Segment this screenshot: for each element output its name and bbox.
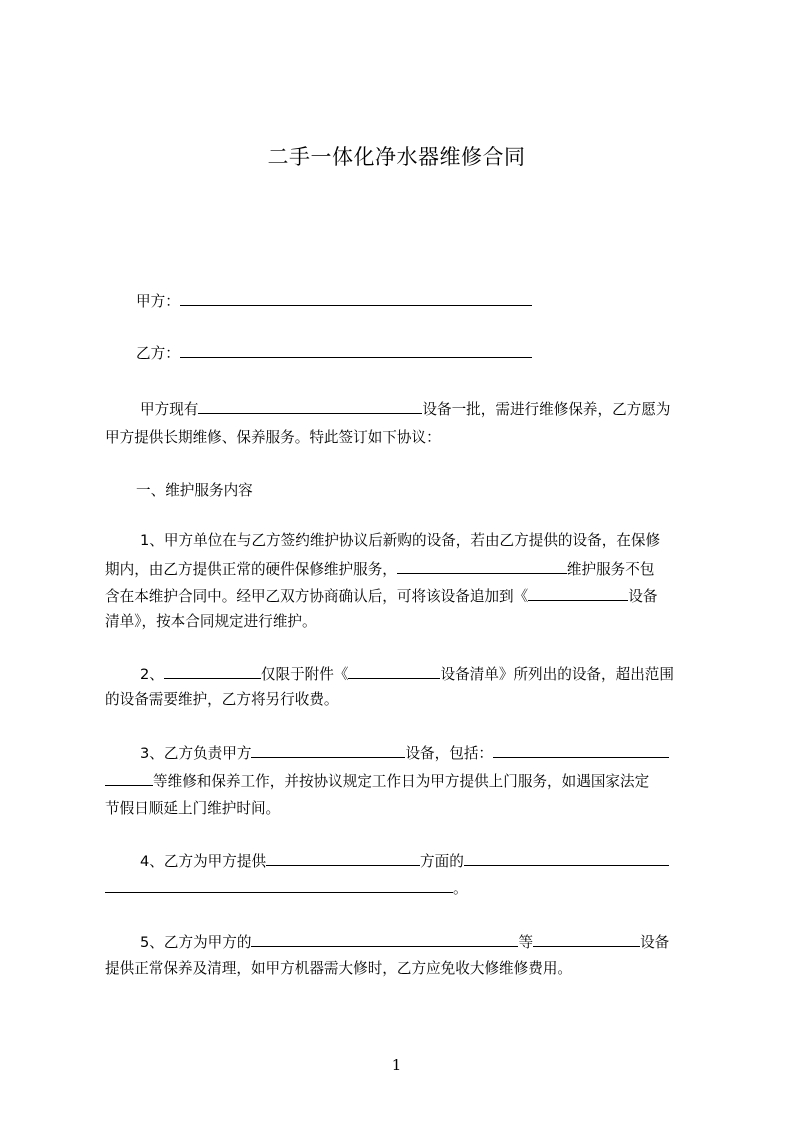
item-3-line-2 xyxy=(105,771,649,792)
party-a-label: 甲方： xyxy=(136,293,180,310)
item-3-blank-3 xyxy=(105,771,153,786)
intro-text-b: 设备一批，需进行维修保养，乙方愿为 xyxy=(422,401,671,418)
item-2-line-1 xyxy=(140,664,674,685)
item-2-line-2: 的设备需要维护，乙方将另行收费。 xyxy=(105,691,339,708)
page-number: 1 xyxy=(391,1056,402,1074)
item-1-text-a: 期内，由乙方提供正常的硬件保修维护服务， xyxy=(105,561,397,578)
item-1-blank-1 xyxy=(397,559,567,574)
item-4-line-2 xyxy=(105,878,468,899)
item-1-text-d: 设备 xyxy=(628,588,658,605)
item-5-text-a: 5、乙方为甲方的 xyxy=(140,934,252,951)
intro-line-2: 甲方提供长期维修、保养服务。特此签订如下协议： xyxy=(105,429,441,446)
item-2-blank-2 xyxy=(348,664,440,679)
item-4-text-a: 4、乙方为甲方提供 xyxy=(140,853,267,870)
item-3-blank-1 xyxy=(251,743,405,758)
item-3-text-a: 3、乙方负责甲方 xyxy=(140,745,252,762)
item-1-line-1: 1、甲方单位在与乙方签约维护协议后新购的设备，若由乙方提供的设备，在保修 xyxy=(140,532,661,549)
item-5-line-1 xyxy=(140,932,669,953)
item-1-line-4: 清单》，按本合同规定进行维护。 xyxy=(105,613,317,630)
item-2-text-b: 仅限于附件《 xyxy=(260,666,349,683)
equipment-blank xyxy=(198,399,422,414)
party-b-label: 乙方： xyxy=(136,345,180,362)
item-5-line-2: 提供正常保养及清理，如甲方机器需大修时，乙方应免收大修维修费用。 xyxy=(105,960,573,977)
item-1-line-3 xyxy=(105,586,657,607)
intro-line-1 xyxy=(140,399,671,420)
document-title: 二手一体化净水器维修合同 xyxy=(267,145,526,169)
item-1-text-c: 含在本维护合同中。经甲乙双方协商确认后，可将该设备追加到《 xyxy=(105,588,529,605)
item-5-text-c: 设备 xyxy=(640,934,670,951)
item-2-text-a: 2、 xyxy=(140,666,164,683)
item-1-blank-2 xyxy=(528,586,628,601)
item-1-text-b: 维护服务不包 xyxy=(566,561,655,578)
item-3-text-c: 等维修和保养工作，并按协议规定工作日为甲方提供上门服务，如遇国家法定 xyxy=(153,773,650,790)
item-4-blank-2 xyxy=(464,851,669,866)
intro-text-a: 甲方现有 xyxy=(140,401,199,418)
item-4-line-1 xyxy=(140,851,669,872)
item-2-text-c: 设备清单》所列出的设备，超出范围 xyxy=(440,666,674,683)
item-5-blank-2 xyxy=(533,932,640,947)
item-4-blank-3 xyxy=(105,878,453,893)
party-b-line xyxy=(136,343,532,364)
section-1-heading: 一、维护服务内容 xyxy=(136,482,253,499)
item-3-text-b: 设备，包括： xyxy=(405,745,494,762)
item-4-blank-1 xyxy=(266,851,420,866)
item-4-text-b: 方面的 xyxy=(420,853,464,870)
item-1-line-2 xyxy=(105,559,654,580)
party-b-blank xyxy=(180,343,532,358)
item-3-line-3: 节假日顺延上门维护时间。 xyxy=(105,800,281,817)
party-a-line xyxy=(136,291,532,312)
item-3-blank-2 xyxy=(493,743,669,758)
item-5-text-b: 等 xyxy=(518,934,534,951)
item-2-blank-1 xyxy=(164,664,261,679)
party-a-blank xyxy=(180,291,532,306)
item-3-line-1 xyxy=(140,743,669,764)
item-4-end-mark: 。 xyxy=(453,880,468,897)
item-5-blank-1 xyxy=(251,932,518,947)
